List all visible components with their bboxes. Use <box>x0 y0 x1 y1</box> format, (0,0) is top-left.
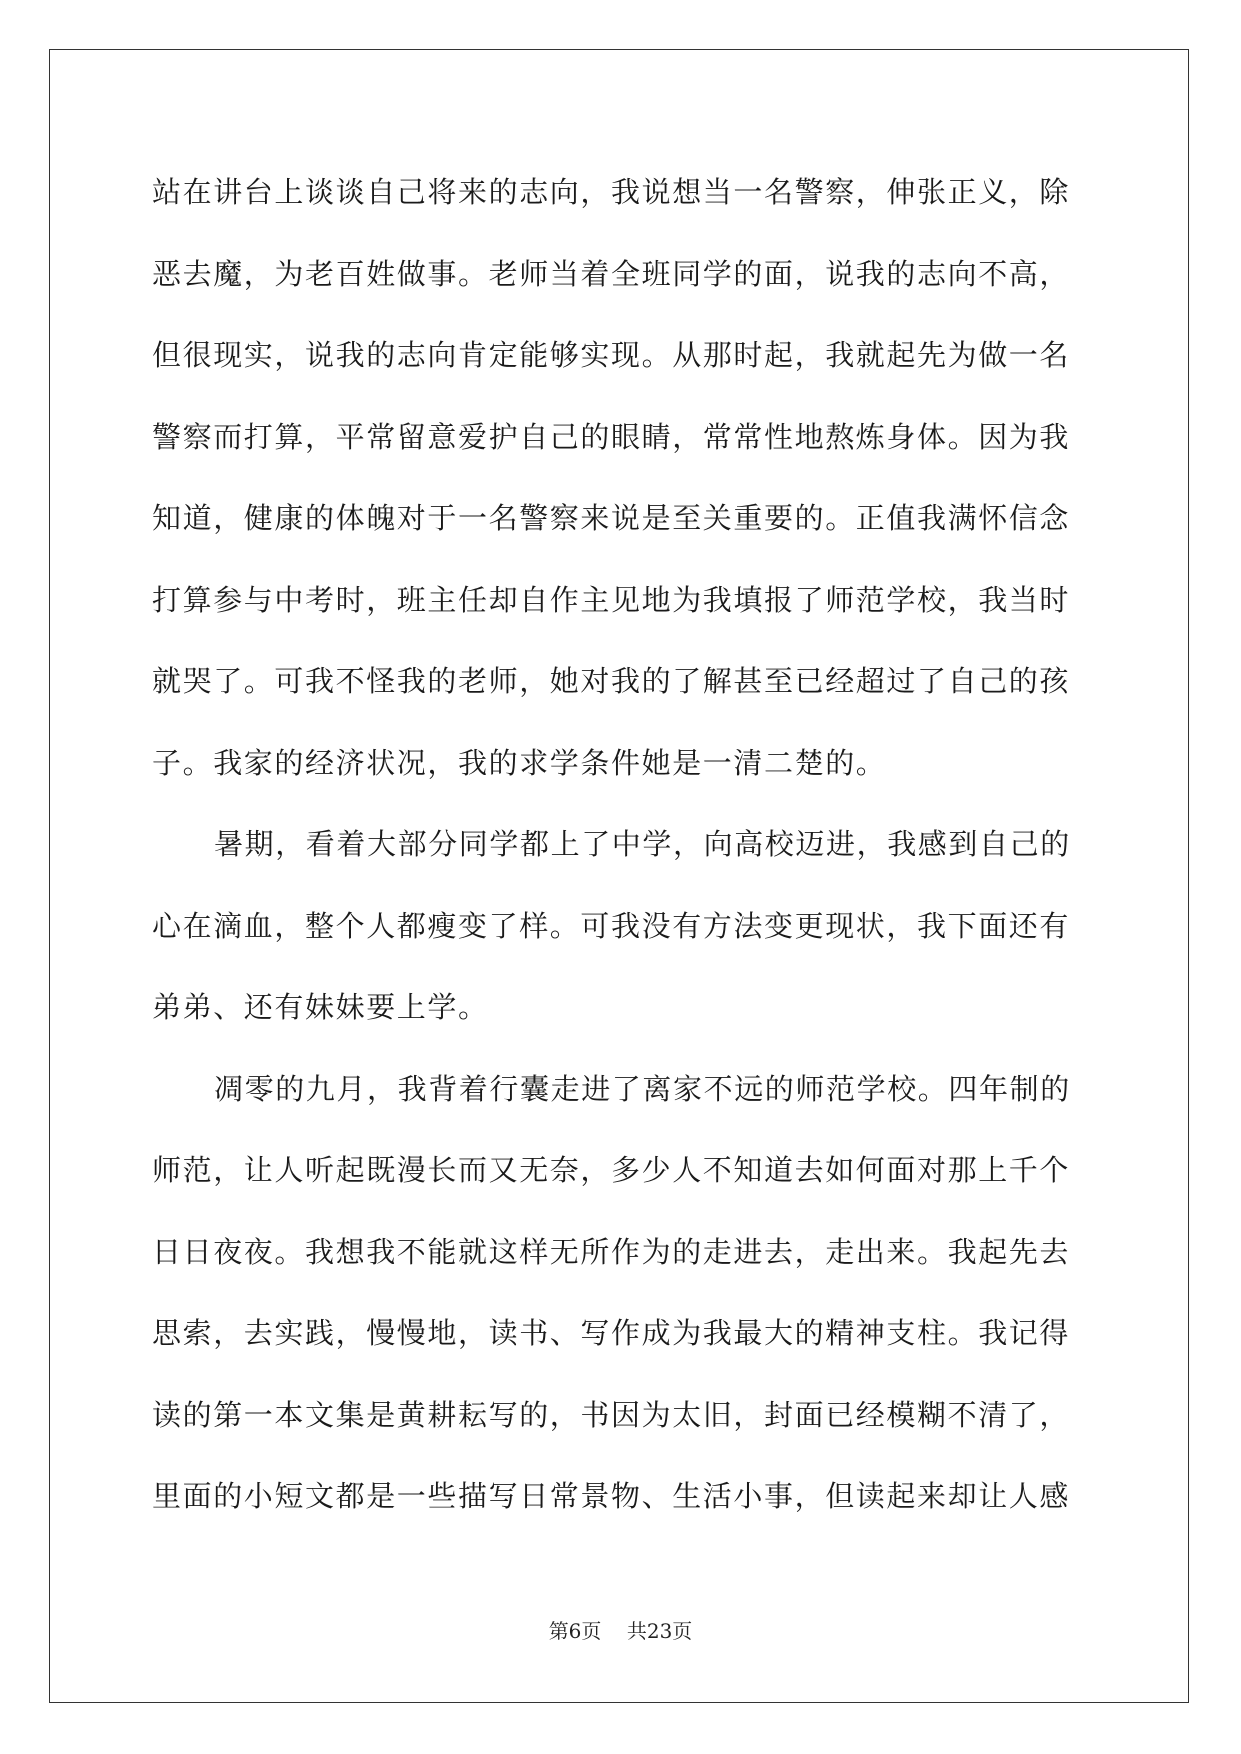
text-line: 读的第一本文集是黄耕耘写的，书因为太旧，封面已经模糊不清了， <box>152 1397 1071 1432</box>
text-line: 站在讲台上谈谈自己将来的志向，我说想当一名警察，伸张正义，除 <box>152 175 1071 209</box>
text-line: 知道，健康的体魄对于一名警察来说是至关重要的。正值我满怀信念 <box>152 501 1071 535</box>
document-body <box>152 162 1092 1548</box>
text-line: 打算参与中考时，班主任却自作主见地为我填报了师范学校，我当时 <box>152 582 1071 617</box>
text-line: 日日夜夜。我想我不能就这样无所作为的走进去，走出来。我起先去 <box>152 1234 1071 1269</box>
text-line: 就哭了。可我不怪我的老师，她对我的了解甚至已经超过了自己的孩 <box>152 664 1071 698</box>
text-line: 心在滴血，整个人都瘦变了样。可我没有方法变更现状，我下面还有 <box>152 908 1071 943</box>
page-total: 共23页 <box>626 1619 693 1643</box>
text-line: 思索，去实践，慢慢地，读书、写作成为我最大的精神支柱。我记得 <box>152 1316 1071 1350</box>
text-line: 弟弟、还有妹妹要上学。 <box>152 990 489 1024</box>
paragraph-first-line: 暑期，看着大部分同学都上了中学，向高校迈进，我感到自己的 <box>214 827 1071 861</box>
text-line: 警察而打算，平常留意爱护自己的眼睛，常常性地熬炼身体。因为我 <box>152 419 1071 454</box>
text-line: 里面的小短文都是一些描写日常景物、生活小事，但读起来却让人感 <box>152 1479 1071 1513</box>
text-line: 但很现实，说我的志向肯定能够实现。从那时起，我就起先为做一名 <box>152 338 1071 372</box>
text-line: 恶去魔，为老百姓做事。老师当着全班同学的面，说我的志向不高， <box>152 256 1071 291</box>
text-line: 师范，让人听起既漫长而又无奈，多少人不知道去如何面对那上千个 <box>152 1153 1071 1187</box>
text-line: 子。我家的经济状况，我的求学条件她是一清二楚的。 <box>152 745 887 780</box>
paragraph-first-line: 凋零的九月，我背着行囊走进了离家不远的师范学校。四年制的 <box>214 1071 1071 1106</box>
page-footer <box>0 1615 1241 1644</box>
page-number: 第6页 <box>548 1619 602 1643</box>
